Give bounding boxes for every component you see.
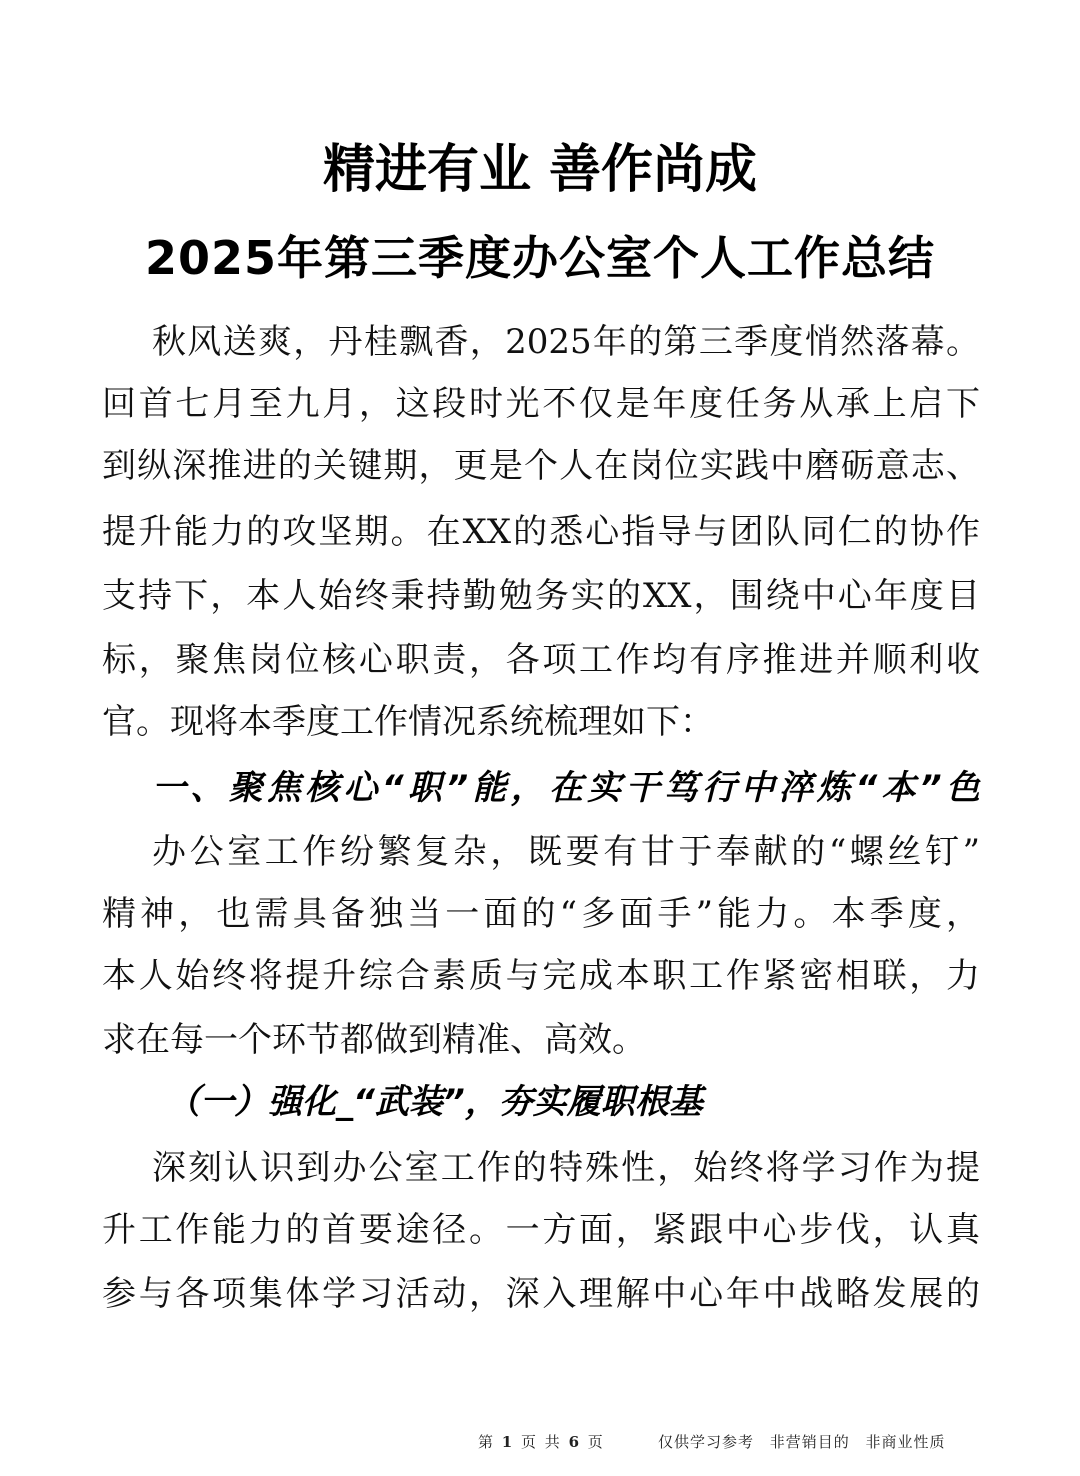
intro-line: 支持下，本人始终秉持勤勉务实的XX，围绕中心年度目 [102, 576, 980, 616]
intro-line: 官。现将本季度工作情况系统梳理如下： [102, 702, 714, 742]
document-title: 精进有业 善作尚成 [322, 140, 758, 200]
section-paragraph-line: 办公室工作纷繁复杂，既要有甘于奉献的“螺丝钉” [152, 832, 980, 872]
section-paragraph-line: 精神，也需具备独当一面的“多面手”能力。本季度， [102, 894, 980, 934]
section-paragraph-line: 本人始终将提升综合素质与完成本职工作紧密相联，力 [102, 956, 980, 996]
intro-line: 秋风送爽，丹桂飘香，2025年的第三季度悄然落幕。 [152, 322, 980, 362]
intro-line: 提升能力的攻坚期。在XX的悉心指导与团队同仁的协作 [102, 512, 980, 552]
intro-line: 到纵深推进的关键期，更是个人在岗位实践中磨砺意志、 [102, 446, 980, 486]
section-paragraph-line: 求在每一个环节都做到精准、高效。 [102, 1020, 646, 1060]
subsection-paragraph-line: 升工作能力的首要途径。一方面，紧跟中心步伐，认真 [102, 1210, 980, 1250]
usage-notice: 仅供学习参考 非营销目的 非商业性质 [658, 1433, 946, 1451]
section-heading: 一、聚焦核心“职”能，在实干笃行中淬炼“本”色 [152, 768, 980, 808]
subsection-paragraph-line: 参与各项集体学习活动，深入理解中心年中战略发展的 [102, 1274, 980, 1314]
subsection-heading: （一）强化_“武装”，夯实履职根基 [166, 1082, 703, 1122]
intro-line: 标，聚焦岗位核心职责，各项工作均有序推进并顺利收 [102, 640, 980, 680]
subsection-paragraph-line: 深刻认识到办公室工作的特殊性，始终将学习作为提 [152, 1148, 980, 1188]
intro-line: 回首七月至九月，这段时光不仅是年度任务从承上启下 [102, 384, 980, 424]
document-subtitle: 2025年第三季度办公室个人工作总结 [144, 231, 936, 285]
page-number: 第 1 页 共 6 页 [478, 1433, 605, 1451]
page-footer [0, 1430, 1080, 1454]
